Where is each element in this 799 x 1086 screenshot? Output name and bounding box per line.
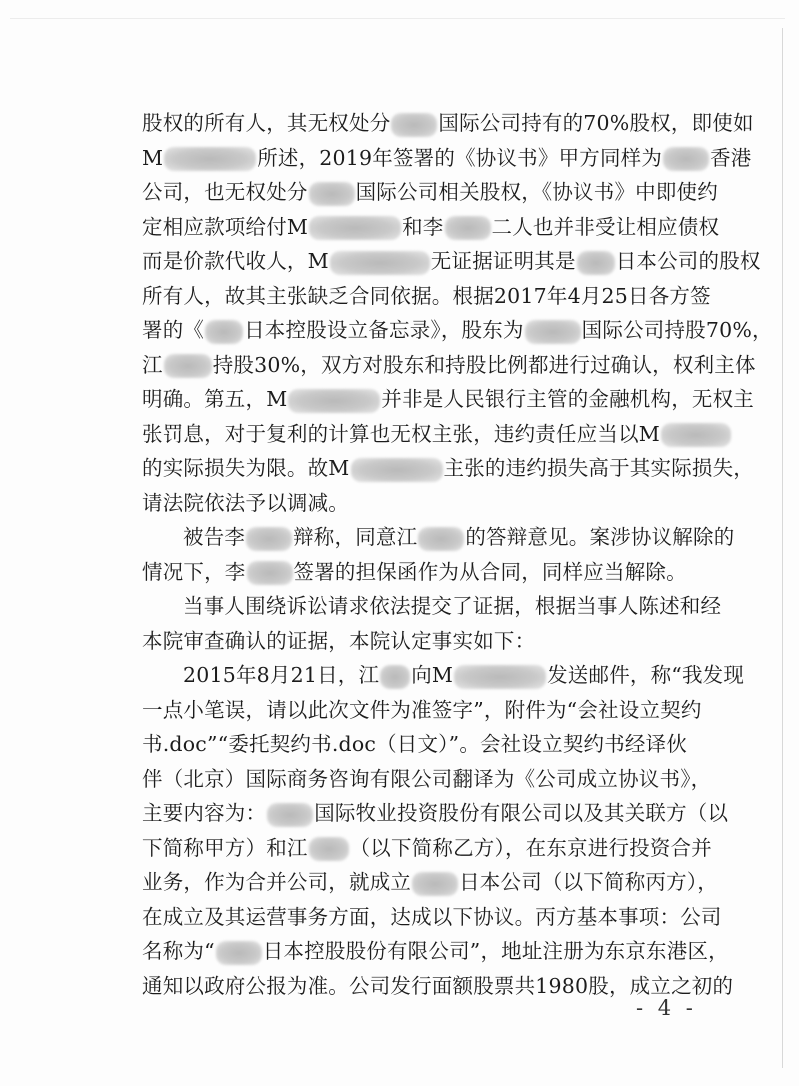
redaction-blur: [164, 354, 212, 378]
redaction-blur: [391, 113, 437, 137]
text-line-17: 2015年8月21日，江 向M 发送邮件，称“我发现: [183, 663, 745, 687]
redaction-blur: [246, 527, 292, 551]
redaction-blur: [663, 147, 709, 171]
redaction-blur: [247, 561, 293, 585]
text-line-22: 下简称甲方）和江 （以下简称乙方），在东京进行投资合并: [142, 835, 712, 860]
redaction-blur: [205, 320, 243, 344]
redaction-blur: [216, 941, 262, 965]
redaction-blur: [577, 251, 615, 275]
redaction-blur: [309, 182, 355, 206]
redaction-blur: [309, 837, 349, 861]
text-line-20: 伴（北京）国际商务咨询有限公司翻译为《公司成立协议书》，: [142, 766, 712, 791]
text-line-9: 明确。第五，M 并非是人民银行主管的金融机构，无权主: [142, 387, 754, 411]
text-line-24: 在成立及其运营事务方面，达成以下协议。丙方基本事项：公司: [142, 904, 722, 929]
redaction-blur: [661, 423, 731, 447]
redaction-blur: [380, 665, 410, 689]
scan-edge-top: [10, 18, 785, 19]
text-line-15: 当事人围绕诉讼请求依法提交了证据，根据当事人陈述和经: [183, 594, 722, 618]
text-line-1: 股权的所有人，其无权处分 国际公司持有的70%股权，即使如: [142, 111, 754, 135]
text-line-19: 书.doc”“委托契约书.doc（日文）”。会社设立契约书经译伙: [142, 732, 688, 756]
text-line-14: 情况下，李 签署的担保函作为从合同，同样应当解除。: [142, 559, 687, 584]
redaction-blur: [267, 803, 313, 827]
text-line-23: 业务，作为合并公司，就成立 日本公司（以下简称丙方），: [142, 870, 718, 894]
redaction-blur: [330, 251, 430, 275]
text-line-26: 通知以政府公报为准。公司发行面额股票共1980股，成立之初的: [142, 973, 734, 998]
text-line-25: 名称为“ 日本控股股份有限公司”，地址注册为东京东港区，: [142, 939, 729, 963]
text-line-2: M 所述，2019年签署的《协议书》甲方同样为 香港: [142, 145, 752, 170]
text-line-5: 而是价款代收人，M 无证据证明其是 日本公司的股权: [142, 249, 761, 273]
text-line-18: 一点小笔误，请以此次文件为准签字”，附件为“会社设立契约: [142, 697, 702, 722]
text-line-4: 定相应款项给付M 和李 二人也并非受让相应债权: [142, 214, 720, 239]
text-line-13: 被告李 辩称，同意江 的答辩意见。案涉协议解除的: [183, 525, 735, 549]
text-line-10: 张罚息，对于复利的计算也无权主张，违约责任应当以M: [142, 417, 718, 452]
text-line-8: 江 持股30%，双方对股东和持股比例都进行过确认，权利主体: [142, 352, 756, 377]
page-number: - 4 -: [636, 996, 697, 1020]
redaction-blur: [418, 527, 464, 551]
scan-edge-right: [782, 28, 783, 1068]
redaction-blur: [445, 216, 491, 240]
text-line-12: 请法院依法予以调减。: [142, 490, 349, 515]
text-line-6: 所有人，故其主张缺乏合同依据。根据2017年4月25日各方签: [142, 283, 711, 308]
text-line-11: 的实际损失为限。故M 主张的违约损失高于其实际损失，: [142, 456, 754, 480]
redaction-blur: [288, 389, 380, 413]
redaction-blur: [412, 872, 458, 896]
redaction-blur: [309, 216, 401, 240]
text-line-21: 主要内容为： 国际牧业投资股份有限公司以及其关联方（以: [142, 801, 729, 825]
text-line-7: 署的《 日本控股设立备忘录》，股东为 国际公司持股70%，: [142, 318, 773, 342]
redaction-blur: [351, 458, 443, 482]
redaction-blur: [164, 147, 256, 171]
text-line-3: 公司，也无权处分 国际公司相关股权，《协议书》中即使约: [142, 180, 718, 204]
judgment-text: [142, 106, 773, 1003]
redaction-blur: [454, 665, 546, 689]
redaction-blur: [525, 320, 581, 344]
text-line-16: 本院审查确认的证据，本院认定事实如下：: [142, 628, 536, 653]
